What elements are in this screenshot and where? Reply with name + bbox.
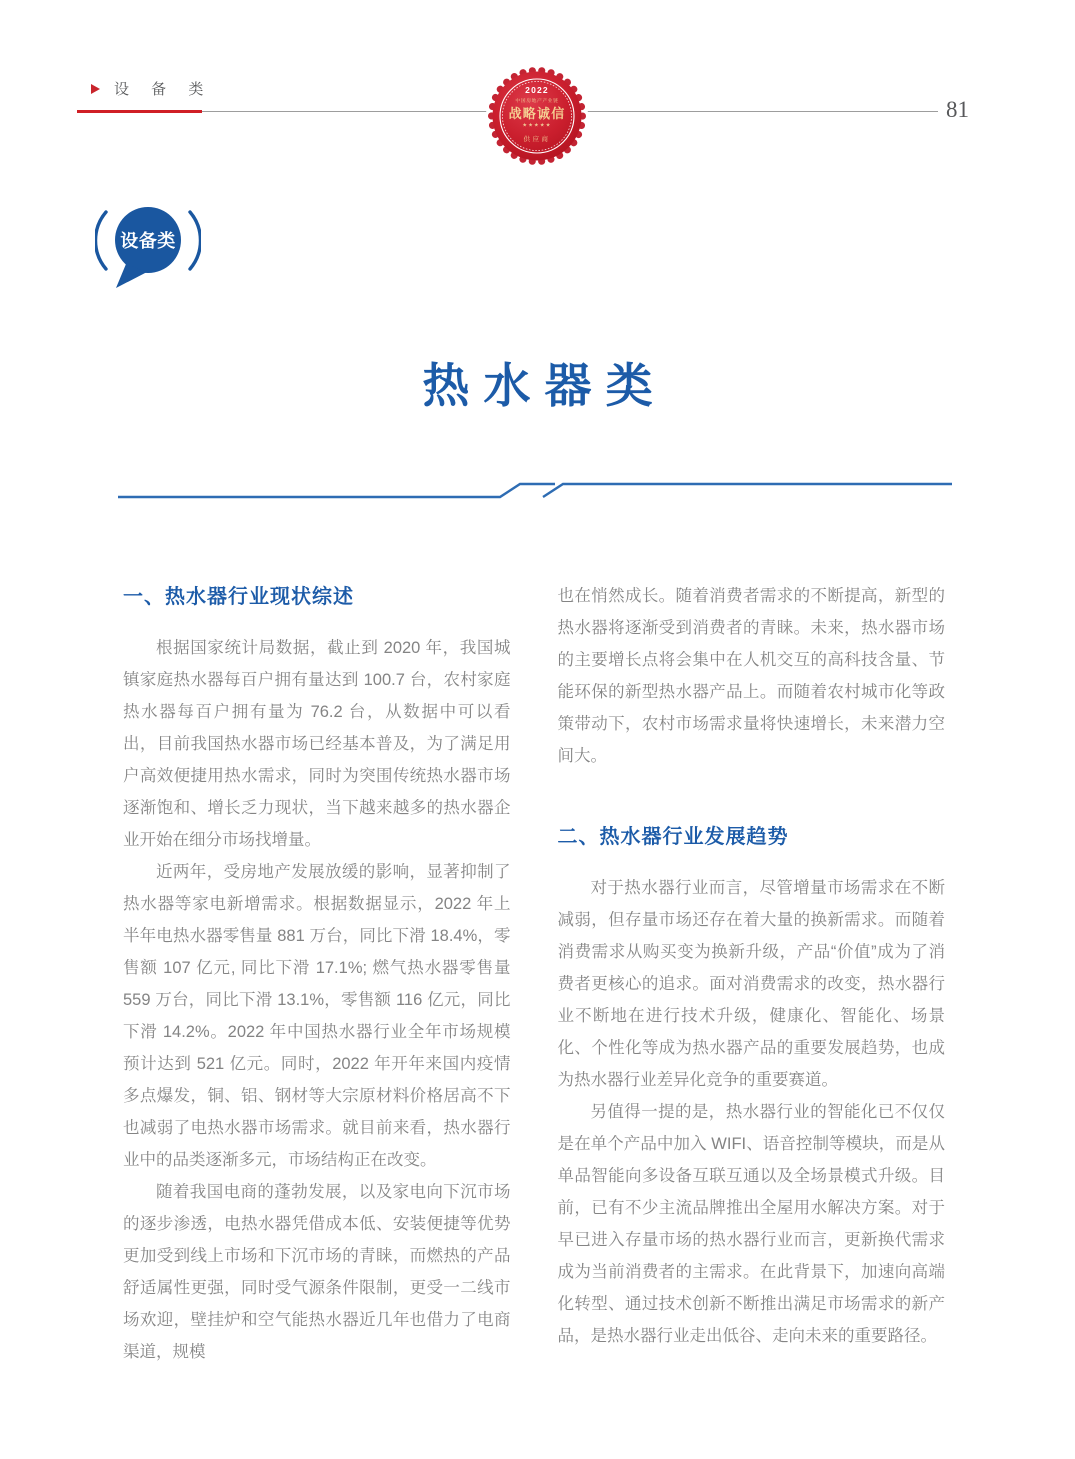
title-divider xyxy=(117,480,953,500)
paragraph: 根据国家统计局数据，截止到 2020 年，我国城镇家庭热水器每百户拥有量达到 100.7 台，农村家庭热水器每百户拥有量为 76.2 台，从数据中可以看出，目前我国热水器市场已经基本普及，为了满足用户高效便捷用热水需求，同时为突围传统热水器市场逐渐饱和、增长乏力现状，当下越来越多的热水器企业开始在细分市场找增量。 xyxy=(123,639,511,849)
left-column xyxy=(123,580,511,1368)
seal-icon xyxy=(483,62,591,170)
article-body xyxy=(123,580,945,1368)
divider-left-segment xyxy=(118,484,555,497)
seal-year: 2022 xyxy=(525,85,549,95)
bubble-label: 设备类 xyxy=(120,231,176,251)
seal-footer: 供应商 xyxy=(523,136,551,143)
section-heading-2: 二、热水器行业发展趋势 xyxy=(557,826,789,848)
right-column xyxy=(558,580,946,1368)
category-marker-icon xyxy=(91,84,100,94)
page-title: 热水器类 xyxy=(422,359,667,412)
paragraph: 随着我国电商的蓬勃发展，以及家电向下沉市场的逐步渗透，电热水器凭借成本低、安装便捷等优势更加受到线上市场和下沉市场的青睐，而燃热的产品舒适属性更强，同时受气源条件限制，更受一二线市场欢迎，壁挂炉和空气能热水器近几年也借力了电商渠道，规模 xyxy=(123,1183,511,1361)
divider-line-icon xyxy=(117,480,953,500)
paragraph: 近两年，受房地产发展放缓的影响，显著抑制了热水器等家电新增需求。根据数据显示，2022 年上半年电热水器零售量 881 万台，同比下滑 18.4%，零售额 107 亿元, 同比下滑 17.1%; 燃气热水器零售量 559 万台，同比下滑 13.1%，零售额 116 亿元，同比下滑 14.2%。2022 年中国热水器行业全年市场规模预计达到 521 亿元。同时，2022 年开年来国内疫情多点爆发，铜、铝、钢材等大宗原材料价格居高不下也减弱了电热水器市场需求。就目前来看，热水器行业中的品类逐渐多元，市场结构正在改变。 xyxy=(123,863,511,1169)
bubble-left-arc xyxy=(96,212,106,269)
award-seal-badge xyxy=(483,62,591,170)
category-bubble xyxy=(95,199,201,293)
header-rule-red-segment xyxy=(77,110,202,113)
header-category-label: 设 备 类 xyxy=(114,81,213,98)
paragraph: 另值得一提的是，热水器行业的智能化已不仅仅是在单个产品中加入 WIFI、语音控制等模块，而是从单品智能向多设备互联互通以及全场景模式升级。目前，已有不少主流品牌推出全屋用水解决方案。对于早已进入存量市场的热水器行业而言，更新换代需求成为当前消费者的主需求。在此背景下，加速向高端化转型、通过技术创新不断推出满足市场需求的新产品，是热水器行业走出低谷、走向未来的重要路径。 xyxy=(557,1103,945,1345)
paragraph: 对于热水器行业而言，尽管增量市场需求在不断减弱，但存量市场还存在着大量的换新需求。而随着消费需求从购买变为换新升级，产品“价值”成为了消费者更核心的追求。面对消费需求的改变，热水器行业不断地在进行技术升级，健康化、智能化、场景化、个性化等成为热水器产品的重要发展趋势，也成为热水器行业差异化竞争的重要赛道。 xyxy=(557,879,945,1089)
seal-subtitle: 中国房地产产业链 xyxy=(515,99,559,104)
paragraph-continuation: 也在悄然成长。随着消费者需求的不断提高，新型的热水器将逐渐受到消费者的青睐。未来，热水器市场的主要增长点将会集中在人机交互的高科技含量、节能环保的新型热水器产品上。而随着农村城市化等政策带动下，农村市场需求量将快速增长，未来潜力空间大。 xyxy=(557,587,945,765)
speech-bubble-icon xyxy=(95,199,201,293)
section-heading-1: 一、热水器行业现状综述 xyxy=(123,586,354,608)
seal-stars: ★★★★★ xyxy=(522,122,552,129)
bubble-right-arc xyxy=(190,212,200,269)
divider-right-segment xyxy=(543,484,952,497)
seal-title: 战略诚信 xyxy=(508,106,566,121)
page-number: 81 xyxy=(946,97,969,122)
